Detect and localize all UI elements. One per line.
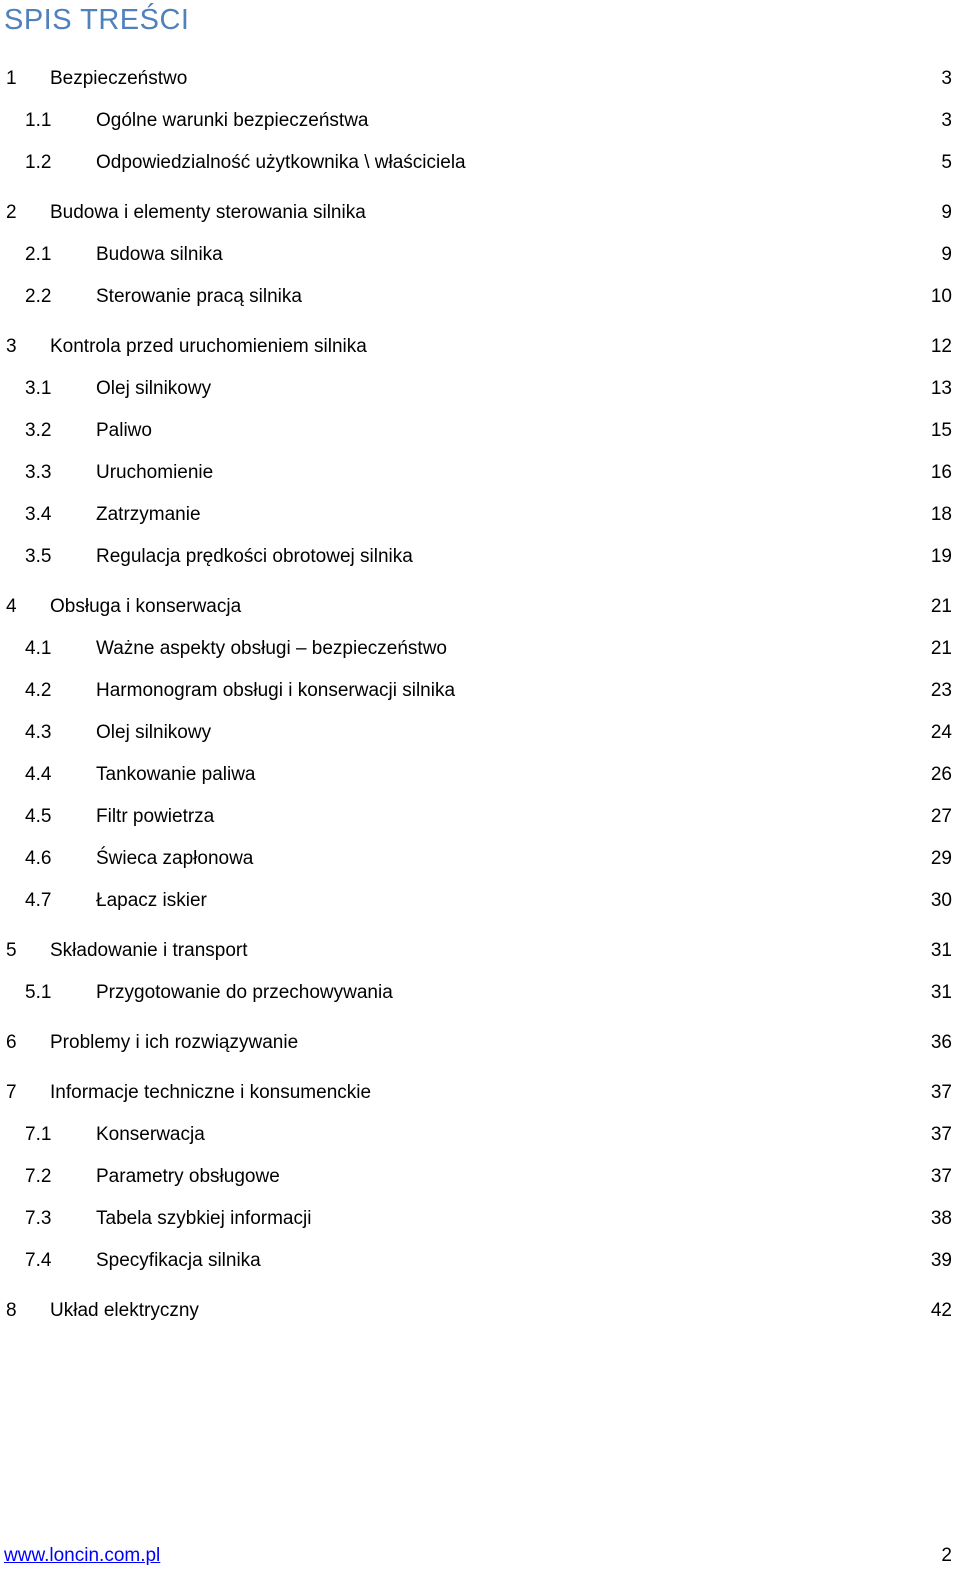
toc-entry-number: 4.5: [25, 806, 52, 827]
toc-entry-label: Składowanie i transport: [50, 940, 248, 961]
toc-entry-page-number: 39: [930, 1250, 952, 1271]
toc-entry-page-number: 38: [930, 1208, 952, 1229]
toc-entry[interactable]: [0, 1205, 960, 1233]
toc-entry-number: 7.4: [25, 1250, 52, 1271]
toc-entry[interactable]: [0, 1163, 960, 1191]
toc-entry-label: Olej silnikowy: [96, 722, 212, 743]
toc-entry-number: 1: [6, 68, 17, 89]
toc-entry[interactable]: [0, 887, 960, 915]
toc-entry-page-number: 3: [941, 68, 952, 89]
toc-entry[interactable]: [0, 1079, 960, 1107]
toc-entry[interactable]: [0, 1029, 960, 1057]
toc-entry-page-number: 36: [930, 1032, 952, 1053]
toc-entry-label: Problemy i ich rozwiązywanie: [50, 1032, 299, 1053]
toc-entry-number: 3.2: [25, 420, 52, 441]
toc-entry-number: 4.7: [25, 890, 52, 911]
toc-entry[interactable]: [0, 979, 960, 1007]
toc-entry-label: Informacje techniczne i konsumenckie: [50, 1082, 372, 1103]
toc-entry-label: Tankowanie paliwa: [96, 764, 256, 785]
toc-entry[interactable]: [0, 677, 960, 705]
toc-entry[interactable]: [0, 761, 960, 789]
toc-entry-label: Sterowanie pracą silnika: [96, 286, 302, 307]
toc-entry-number: 3.1: [25, 378, 52, 399]
toc-entry-label: Ważne aspekty obsługi – bezpieczeństwo: [96, 638, 447, 659]
toc-entry-number: 7.2: [25, 1166, 52, 1187]
toc-entry[interactable]: [0, 241, 960, 269]
toc-entry-page-number: 19: [930, 546, 952, 567]
toc-entry-number: 3: [6, 336, 17, 357]
toc-entry-page-number: 31: [930, 940, 952, 961]
toc-entry-number: 4.1: [25, 638, 52, 659]
toc-entry-page-number: 5: [941, 152, 952, 173]
toc-entry-number: 1.1: [25, 110, 52, 131]
toc-entry-number: 6: [6, 1032, 17, 1053]
toc-entry-label: Tabela szybkiej informacji: [96, 1208, 312, 1229]
toc-entry-page-number: 16: [930, 462, 952, 483]
toc-entry-number: 2.2: [25, 286, 52, 307]
toc-entry-number: 8: [6, 1300, 17, 1321]
toc-entry-number: 3.4: [25, 504, 52, 525]
toc-entry-page-number: 9: [941, 202, 952, 223]
toc-entry[interactable]: [0, 1121, 960, 1149]
toc-entry[interactable]: [0, 459, 960, 487]
page-title: SPIS TREŚCI: [4, 4, 190, 36]
toc-entry-label: Regulacja prędkości obrotowej silnika: [96, 546, 413, 567]
toc-entry-page-number: 37: [930, 1166, 952, 1187]
toc-entry[interactable]: [0, 1247, 960, 1275]
toc-entry-label: Uruchomienie: [96, 462, 214, 483]
toc-entry-page-number: 15: [930, 420, 952, 441]
toc-entry[interactable]: [0, 719, 960, 747]
toc-entry-number: 3.3: [25, 462, 52, 483]
toc-entry-page-number: 18: [930, 504, 952, 525]
toc-entry[interactable]: [0, 635, 960, 663]
toc-entry-label: Obsługa i konserwacja: [50, 596, 242, 617]
toc-entry[interactable]: [0, 543, 960, 571]
toc-entry[interactable]: [0, 107, 960, 135]
toc-entry-label: Układ elektryczny: [50, 1300, 199, 1321]
toc-entry-label: Zatrzymanie: [96, 504, 201, 525]
toc-entry-number: 4.3: [25, 722, 52, 743]
toc-entry-page-number: 9: [941, 244, 952, 265]
footer-page-number: 2: [941, 1545, 952, 1566]
toc-entry-page-number: 13: [930, 378, 952, 399]
toc-entry-page-number: 26: [930, 764, 952, 785]
toc-entry-page-number: 37: [930, 1124, 952, 1145]
toc-entry[interactable]: [0, 375, 960, 403]
toc-entry-label: Specyfikacja silnika: [96, 1250, 261, 1271]
toc-entry[interactable]: [0, 333, 960, 361]
toc-entry-number: 4.2: [25, 680, 52, 701]
toc-entry-number: 5: [6, 940, 17, 961]
toc-entry-label: Filtr powietrza: [96, 806, 215, 827]
toc-entry[interactable]: [0, 803, 960, 831]
toc-entry-page-number: 30: [930, 890, 952, 911]
toc-entry-number: 1.2: [25, 152, 52, 173]
toc-entry-number: 7.1: [25, 1124, 52, 1145]
toc-entry[interactable]: [0, 501, 960, 529]
toc-entry[interactable]: [0, 1297, 960, 1325]
toc-entry-number: 4.6: [25, 848, 52, 869]
toc-entry-label: Paliwo: [96, 420, 152, 441]
toc-entry-page-number: 42: [930, 1300, 952, 1321]
toc-entry-number: 7: [6, 1082, 17, 1103]
toc-entry-label: Przygotowanie do przechowywania: [96, 982, 393, 1003]
toc-entry[interactable]: [0, 65, 960, 93]
toc-entry[interactable]: [0, 149, 960, 177]
toc-entry[interactable]: [0, 283, 960, 311]
toc-entry-number: 4.4: [25, 764, 52, 785]
toc-entry-label: Budowa i elementy sterowania silnika: [50, 202, 366, 223]
toc-entry[interactable]: [0, 845, 960, 873]
toc-entry-label: Harmonogram obsługi i konserwacji silnika: [96, 680, 456, 701]
toc-entry-page-number: 3: [941, 110, 952, 131]
toc-entry[interactable]: [0, 937, 960, 965]
toc-entry-number: 4: [6, 596, 17, 617]
toc-entry-number: 2.1: [25, 244, 52, 265]
toc-entry-label: Budowa silnika: [96, 244, 223, 265]
toc-entry-page-number: 21: [930, 638, 952, 659]
toc-entry-label: Bezpieczeństwo: [50, 68, 188, 89]
toc-entry-page-number: 37: [930, 1082, 952, 1103]
toc-entry-page-number: 24: [930, 722, 952, 743]
toc-entry-label: Łapacz iskier: [96, 890, 207, 911]
toc-entry-page-number: 27: [930, 806, 952, 827]
toc-entry-label: Olej silnikowy: [96, 378, 212, 399]
toc-entry-page-number: 12: [930, 336, 952, 357]
toc-entry-page-number: 29: [930, 848, 952, 869]
toc-entry-page-number: 10: [930, 286, 952, 307]
toc-entry-number: 7.3: [25, 1208, 52, 1229]
toc-entry-label: Konserwacja: [96, 1124, 205, 1145]
toc-entry[interactable]: [0, 199, 960, 227]
toc-entry-label: Kontrola przed uruchomieniem silnika: [50, 336, 367, 357]
toc-entry-label: Świeca zapłonowa: [96, 848, 254, 869]
toc-entry[interactable]: [0, 417, 960, 445]
toc-entry[interactable]: [0, 593, 960, 621]
toc-entry-number: 3.5: [25, 546, 52, 567]
toc-entry-page-number: 23: [930, 680, 952, 701]
toc-entry-page-number: 21: [930, 596, 952, 617]
footer-website-link[interactable]: www.loncin.com.pl: [4, 1545, 161, 1566]
toc-entry-label: Odpowiedzialność użytkownika \ właściciela: [96, 152, 466, 173]
toc-entry-number: 2: [6, 202, 17, 223]
toc-entry-label: Parametry obsługowe: [96, 1166, 280, 1187]
toc-entry-label: Ogólne warunki bezpieczeństwa: [96, 110, 369, 131]
toc-entry-page-number: 31: [930, 982, 952, 1003]
toc-entry-number: 5.1: [25, 982, 52, 1003]
